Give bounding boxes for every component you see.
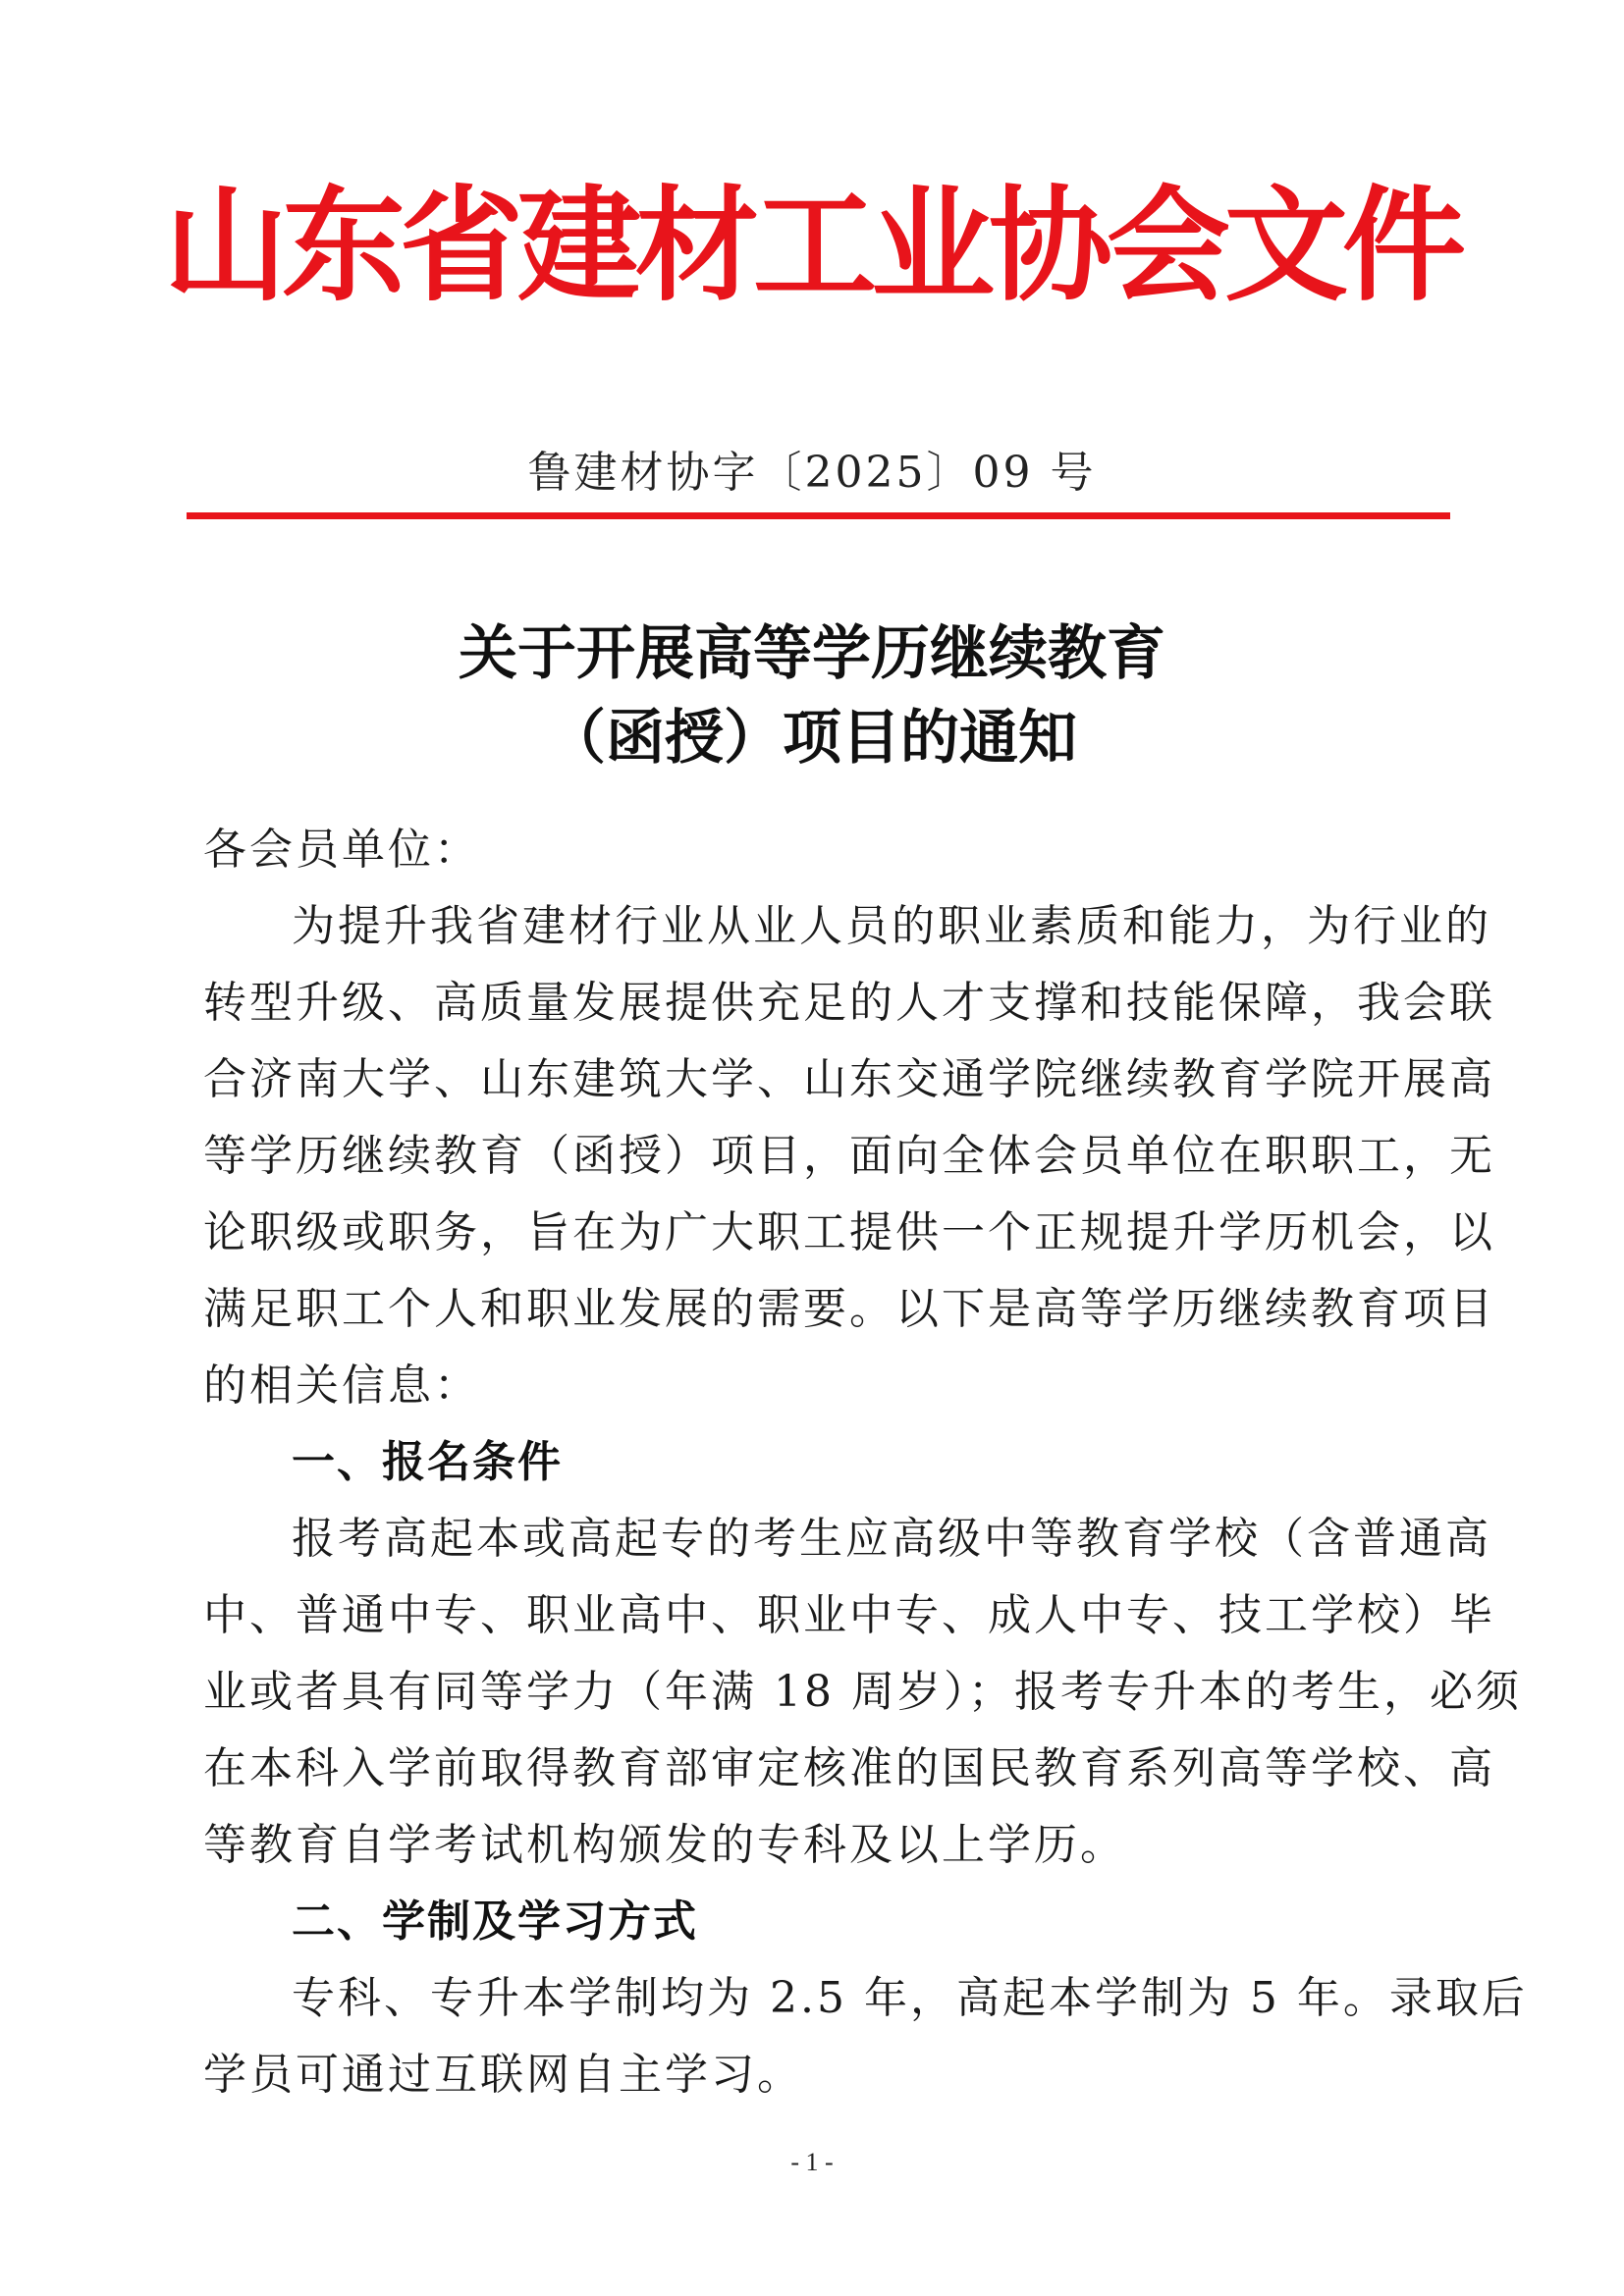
section-1-line: 中、普通中专、职业高中、职业中专、成人中专、技工学校）毕: [203, 1590, 1495, 1640]
red-header-title: 山东省建材工业协会文件: [164, 173, 1460, 318]
section-1-line: 报考高起本或高起专的考生应高级中等教育学校（含普通高: [292, 1514, 1491, 1564]
section-1-line: 等教育自学考试机构颁发的专科及以上学历。: [203, 1820, 1126, 1870]
section-2-line: 学员可通过互联网自主学习。: [203, 2050, 803, 2100]
intro-line: 论职级或职务，旨在为广大职工提供一个正规提升学历机会，以: [203, 1207, 1495, 1257]
page-number: - 1 -: [790, 2148, 834, 2176]
notice-title-line-1: 关于开展高等学历继续教育: [459, 619, 1165, 688]
section-1-line: 业或者具有同等学力（年满 18 周岁）；报考专升本的考生，必须: [203, 1667, 1522, 1717]
section-2-line: 专科、专升本学制均为 2.5 年，高起本学制为 5 年。录取后: [292, 1973, 1528, 2023]
intro-line: 的相关信息：: [203, 1361, 480, 1411]
salutation: 各会员单位：: [203, 825, 480, 875]
intro-line: 转型升级、高质量发展提供充足的人才支撑和技能保障，我会联: [203, 978, 1495, 1028]
intro-line: 等学历继续教育（函授）项目，面向全体会员单位在职职工，无: [203, 1131, 1495, 1181]
red-divider-line: [187, 512, 1450, 519]
section-2-heading: 二、学制及学习方式: [292, 1896, 698, 1947]
notice-title-line-2: （函授）项目的通知: [547, 704, 1077, 773]
section-1-line: 在本科入学前取得教育部审定核准的国民教育系列高等学校、高: [203, 1743, 1495, 1793]
section-1-heading: 一、报名条件: [292, 1437, 563, 1487]
intro-line: 为提升我省建材行业从业人员的职业素质和能力，为行业的: [292, 901, 1491, 951]
document-number: 鲁建材协字〔2025〕09 号: [527, 448, 1097, 498]
intro-line: 满足职工个人和职业发展的需要。以下是高等学历继续教育项目: [203, 1284, 1495, 1334]
intro-line: 合济南大学、山东建筑大学、山东交通学院继续教育学院开展高: [203, 1054, 1495, 1104]
